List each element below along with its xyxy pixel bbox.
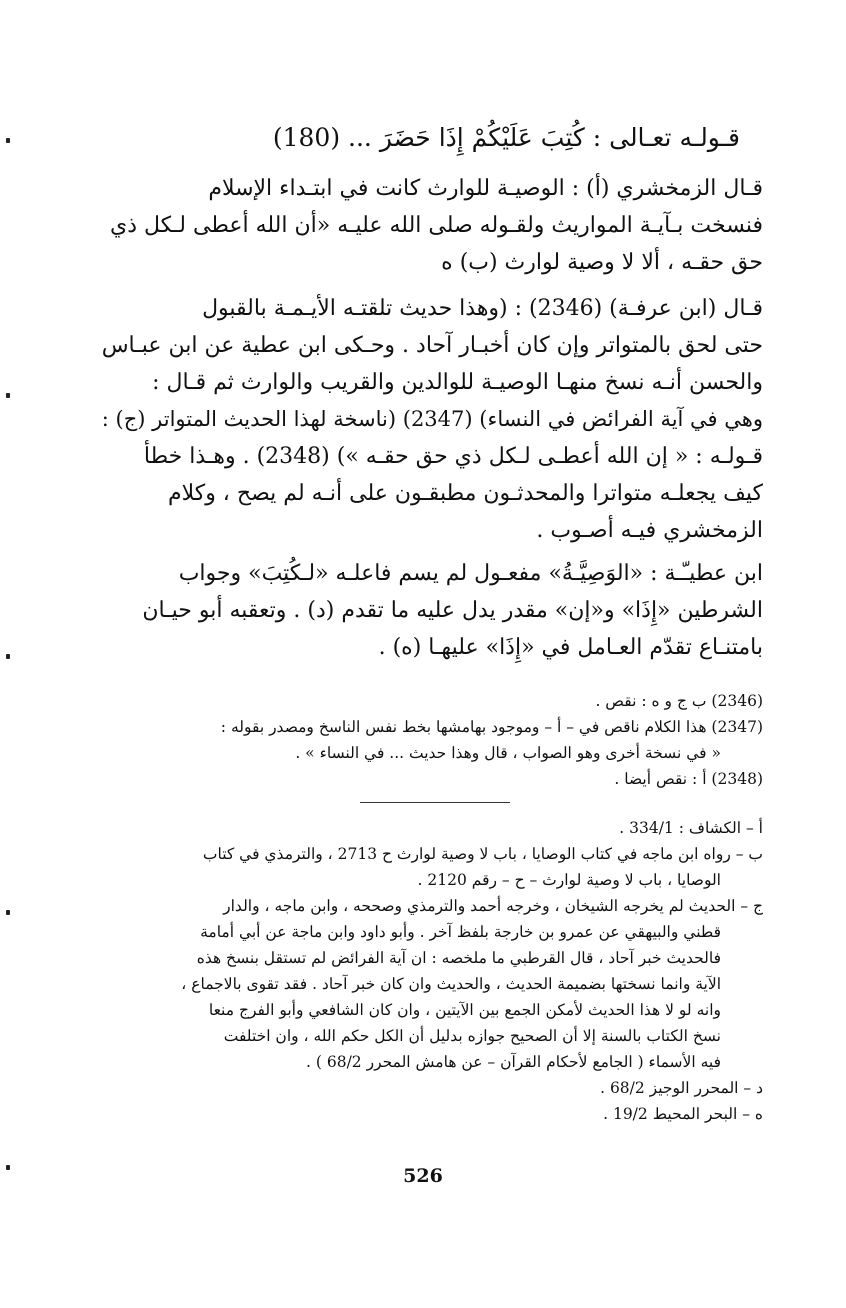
source-note: ج – الحديث لم يخرجه الشيخان ، وخرجه أحمد والترمذي وصححه ، وابن ماجه ، والدار [223, 897, 763, 915]
text-line: قـال (ابن عرفـة) (2346) : (وهذا حديث تلقتـه الأيـمـة بالقبول [202, 296, 763, 321]
source-note-continued: نسخ الكتاب بالسنة إلا أن الصحيح جوازه بدليل أن الكل حكم الله ، وان اختلفت [223, 1027, 721, 1045]
text-line: وهي في آية الفرائض في النساء) (2347) (ناسخة لهذا الحديث المتواتر (ج) : [101, 407, 763, 431]
variant-note-continued: « في نسخة أخرى وهو الصواب ، قال وهذا حديث ... في النساء » . [295, 744, 721, 762]
variant-note: (2347) هذا الكلام ناقص في – أ – وموجود بهامشها بخط نفس الناسخ ومصدر بقوله : [220, 718, 763, 736]
margin-mark [6, 138, 10, 143]
text-line: قـال الزمخشري (أ) : الوصيـة للوارث كانت في ابتـداء الإسلام [208, 176, 763, 201]
source-note-continued: فيه الأسماء ( الجامع لأحكام القرآن – عن هامش المحرر 68/2 ) . [306, 1053, 721, 1071]
source-note: د – المحرر الوجيز 68/2 . [600, 1079, 763, 1097]
source-note: ب – رواه ابن ماجه في كتاب الوصايا ، باب لا وصية لوارث ح 2713 ، والترمذي في كتاب [202, 845, 763, 863]
variant-note: (2348) أ : نقص أيضا . [614, 770, 763, 788]
variant-notes [95, 688, 763, 792]
text-line: بامتنـاع تقدّم العـامل في «إِذَا» عليهـا (ه) . [378, 635, 763, 660]
source-note-continued: الوصايا ، باب لا وصية لوارث – ح – رقم 2120 . [417, 871, 721, 889]
text-line: حق حقـه ، ألا لا وصية لوارث (ب) ه [441, 250, 763, 275]
paragraph-zamakhshari [95, 170, 763, 281]
margin-mark [6, 654, 10, 659]
source-note-continued: فالحديث خبر آحاد ، قال القرطبي ما ملخصه : ان آية الفرائض لم تستقل بنسخ هذه [196, 949, 721, 967]
paragraph-ibn-atiyya [95, 555, 763, 666]
verse-heading: قـولـه تعـالى : كُتِبَ عَلَيْكُمْ إِذَا حَضَرَ ... (180) [272, 123, 740, 152]
margin-mark [6, 910, 10, 915]
source-note: أ – الكشاف : 334/1 . [619, 819, 763, 837]
source-notes [95, 815, 763, 1127]
footnote-divider [360, 802, 510, 803]
text-line: كيف يجعلـه متواترا والمحدثـون مطبقـون على أنـه لم يصح ، وكلام [167, 481, 763, 506]
text-line: والحسن أنـه نسخ منهـا الوصيـة للوالدين والقريب والوارث ثم قـال : [152, 370, 763, 395]
source-note-continued: قطني والبيهقي عن عمرو بن خارجة بلفظ آخر . وأبو داود وابن ماجة عن أبي أمامة [200, 923, 721, 941]
source-note-continued: الآية وانما نسختها بضميمة الحديث ، والحديث وان كان خبر آحاد . فقد تقوى بالاجماع ، [181, 975, 721, 993]
margin-mark [6, 393, 10, 398]
text-line: ابن عطيـّـة : «الوَصِيَّـةُ» مفعـول لم يسم فاعلـه «لـكُتِبَ» وجواب [178, 561, 763, 586]
text-line: فنسخت بـآيـة المواريث ولقـوله صلى الله عليـه «أن الله أعطى لـكل ذي [110, 213, 763, 238]
text-line: الزمخشري فيـه أصـوب . [536, 518, 763, 543]
text-line: الشرطين «إِذَا» و«إن» مقدر يدل عليه ما تقدم (د) . وتعقبه أبو حيـان [142, 598, 763, 623]
text-line: حتى لحق بالمتواتر وإن كان أخبـار آحاد . وحـكى ابن عطية عن ابن عبـاس [101, 333, 763, 358]
variant-note: (2346) ب ج و ه : نقص . [595, 692, 763, 710]
paragraph-ibn-arafa [95, 290, 763, 549]
page-number: 526 [403, 1165, 443, 1187]
source-note-continued: وانه لو لا هذا الحديث لأمكن الجمع بين الآيتين ، وان كان الشافعي وأبو الفرج منعا [208, 1001, 721, 1019]
source-note: ه – البحر المحيط 19/2 . [603, 1105, 763, 1123]
text-line: قـولـه : « إن الله أعطـى لـكل ذي حق حقـه ») (2348) . وهـذا خطأ [143, 444, 763, 469]
